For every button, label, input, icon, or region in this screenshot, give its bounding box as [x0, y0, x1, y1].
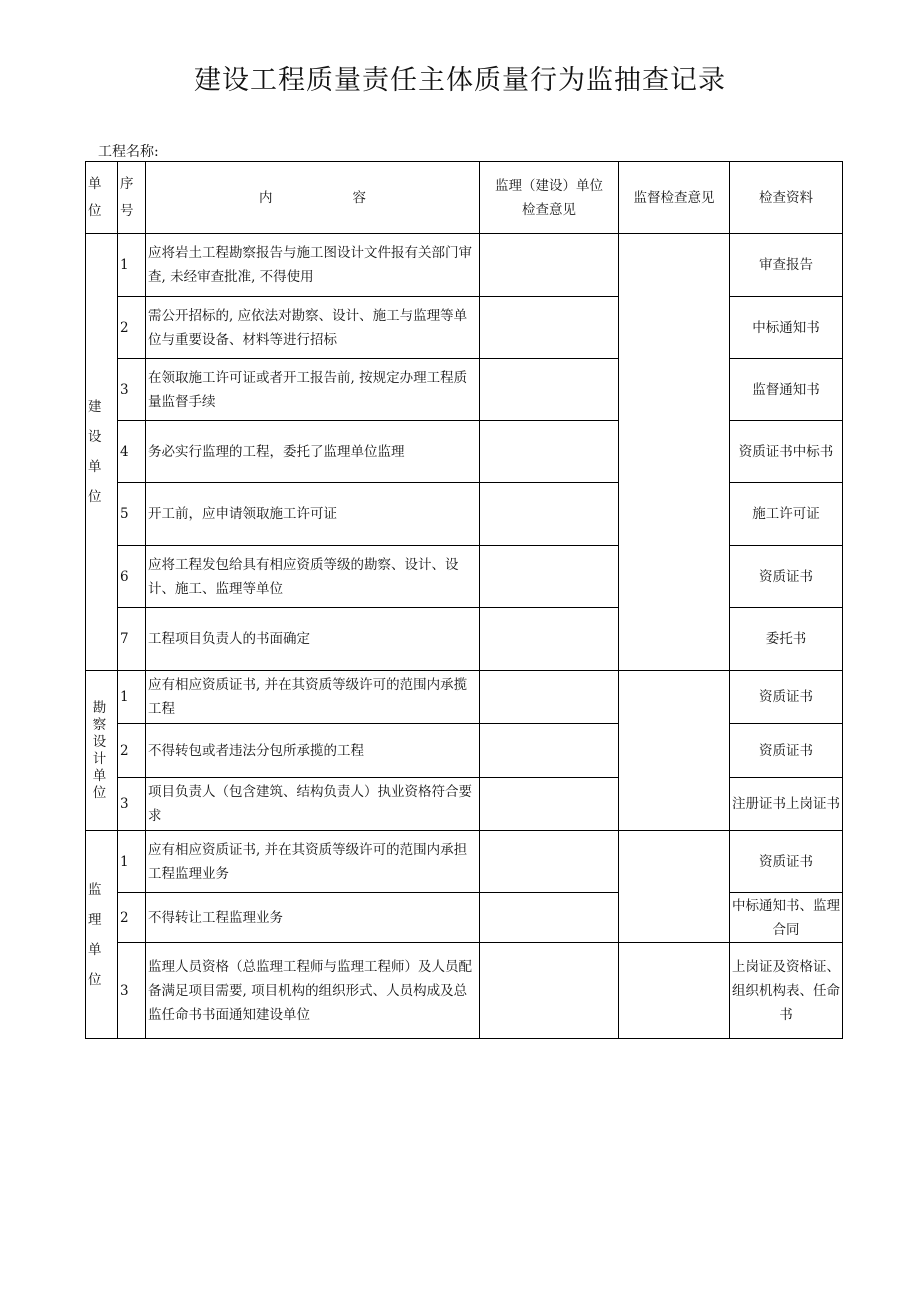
supervisor-opinion-cell[interactable]	[480, 546, 619, 608]
seq-cell: 3	[118, 359, 146, 421]
seq-cell: 3	[118, 778, 146, 831]
seq-cell: 7	[118, 608, 146, 671]
page-title: 建设工程质量责任主体质量行为监抽查记录	[194, 65, 726, 96]
seq-cell: 1	[118, 234, 146, 297]
header-oversight-opinion: 监督检查意见	[619, 162, 730, 234]
docs-cell: 资质证书	[730, 831, 843, 893]
supervisor-opinion-cell[interactable]	[480, 778, 619, 831]
table-row	[86, 943, 843, 1039]
header-supervisor-opinion: 监理（建设）单位 检查意见	[480, 162, 619, 234]
table-row	[86, 234, 843, 297]
supervisor-opinion-cell[interactable]	[480, 297, 619, 359]
oversight-opinion-cell[interactable]	[619, 671, 730, 831]
docs-cell: 上岗证及资格证、组织机构表、任命书	[730, 943, 843, 1039]
supervisor-opinion-cell[interactable]	[480, 421, 619, 483]
docs-cell: 中标通知书	[730, 297, 843, 359]
docs-cell: 资质证书	[730, 546, 843, 608]
table-row	[86, 483, 843, 546]
supervisor-opinion-cell[interactable]	[480, 724, 619, 778]
seq-cell: 1	[118, 831, 146, 893]
oversight-opinion-cell[interactable]	[619, 943, 730, 1039]
header-unit: 单 位	[86, 162, 118, 234]
project-name-label: 工程名称:	[98, 144, 159, 160]
table-row	[86, 724, 843, 778]
seq-cell: 5	[118, 483, 146, 546]
docs-cell: 施工许可证	[730, 483, 843, 546]
content-cell: 应将岩土工程勘察报告与施工图设计文件报有关部门审查, 未经审查批准, 不得使用	[146, 234, 480, 297]
seq-cell: 2	[118, 893, 146, 943]
content-cell: 不得转包或者违法分包所承揽的工程	[146, 724, 480, 778]
table-row	[86, 778, 843, 831]
table-row	[86, 297, 843, 359]
content-cell: 应将工程发包给具有相应资质等级的勘察、设计、设计、施工、监理等单位	[146, 546, 480, 608]
content-cell: 开工前，应申请领取施工许可证	[146, 483, 480, 546]
seq-cell: 6	[118, 546, 146, 608]
unit-supervision: 监 理 单 位	[86, 831, 118, 1039]
header-docs: 检查资料	[730, 162, 843, 234]
table-row	[86, 359, 843, 421]
table-row	[86, 421, 843, 483]
content-cell: 务必实行监理的工程，委托了监理单位监理	[146, 421, 480, 483]
content-cell: 不得转让工程监理业务	[146, 893, 480, 943]
docs-cell: 资质证书中标书	[730, 421, 843, 483]
supervisor-opinion-cell[interactable]	[480, 671, 619, 724]
supervisor-opinion-cell[interactable]	[480, 831, 619, 893]
content-cell: 项目负责人（包含建筑、结构负责人）执业资格符合要求	[146, 778, 480, 831]
table-header-row	[86, 162, 843, 234]
unit-survey-design: 勘 察 设 计 单 位	[86, 671, 118, 831]
table-row	[86, 608, 843, 671]
supervisor-opinion-cell[interactable]	[480, 943, 619, 1039]
supervisor-opinion-cell[interactable]	[480, 359, 619, 421]
supervisor-opinion-cell[interactable]	[480, 234, 619, 297]
header-seq: 序 号	[118, 162, 146, 234]
content-cell: 应有相应资质证书, 并在其资质等级许可的范围内承担工程监理业务	[146, 831, 480, 893]
table-row	[86, 893, 843, 943]
supervisor-opinion-cell[interactable]	[480, 608, 619, 671]
inspection-table	[85, 161, 843, 1039]
supervisor-opinion-cell[interactable]	[480, 483, 619, 546]
unit-construction: 建 设 单 位	[86, 234, 118, 671]
docs-cell: 监督通知书	[730, 359, 843, 421]
docs-cell: 资质证书	[730, 671, 843, 724]
oversight-opinion-cell[interactable]	[619, 831, 730, 943]
docs-cell: 中标通知书、监理合同	[730, 893, 843, 943]
docs-cell: 委托书	[730, 608, 843, 671]
seq-cell: 4	[118, 421, 146, 483]
table-row	[86, 546, 843, 608]
table-row	[86, 671, 843, 724]
seq-cell: 2	[118, 297, 146, 359]
table-row	[86, 831, 843, 893]
supervisor-opinion-cell[interactable]	[480, 893, 619, 943]
header-content: 内 容	[146, 162, 480, 234]
oversight-opinion-cell[interactable]	[619, 234, 730, 671]
content-cell: 工程项目负责人的书面确定	[146, 608, 480, 671]
seq-cell: 2	[118, 724, 146, 778]
content-cell: 应有相应资质证书, 并在其资质等级许可的范围内承揽工程	[146, 671, 480, 724]
seq-cell: 1	[118, 671, 146, 724]
docs-cell: 审查报告	[730, 234, 843, 297]
seq-cell: 3	[118, 943, 146, 1039]
docs-cell: 资质证书	[730, 724, 843, 778]
docs-cell: 注册证书上岗证书	[730, 778, 843, 831]
content-cell: 监理人员资格（总监理工程师与监理工程师）及人员配备满足项目需要, 项目机构的组织形式、人员构成及总监任命书书面通知建设单位	[146, 943, 480, 1039]
content-cell: 需公开招标的, 应依法对勘察、设计、施工与监理等单位与重要设备、材料等进行招标	[146, 297, 480, 359]
content-cell: 在领取施工许可证或者开工报告前, 按规定办理工程质量监督手续	[146, 359, 480, 421]
